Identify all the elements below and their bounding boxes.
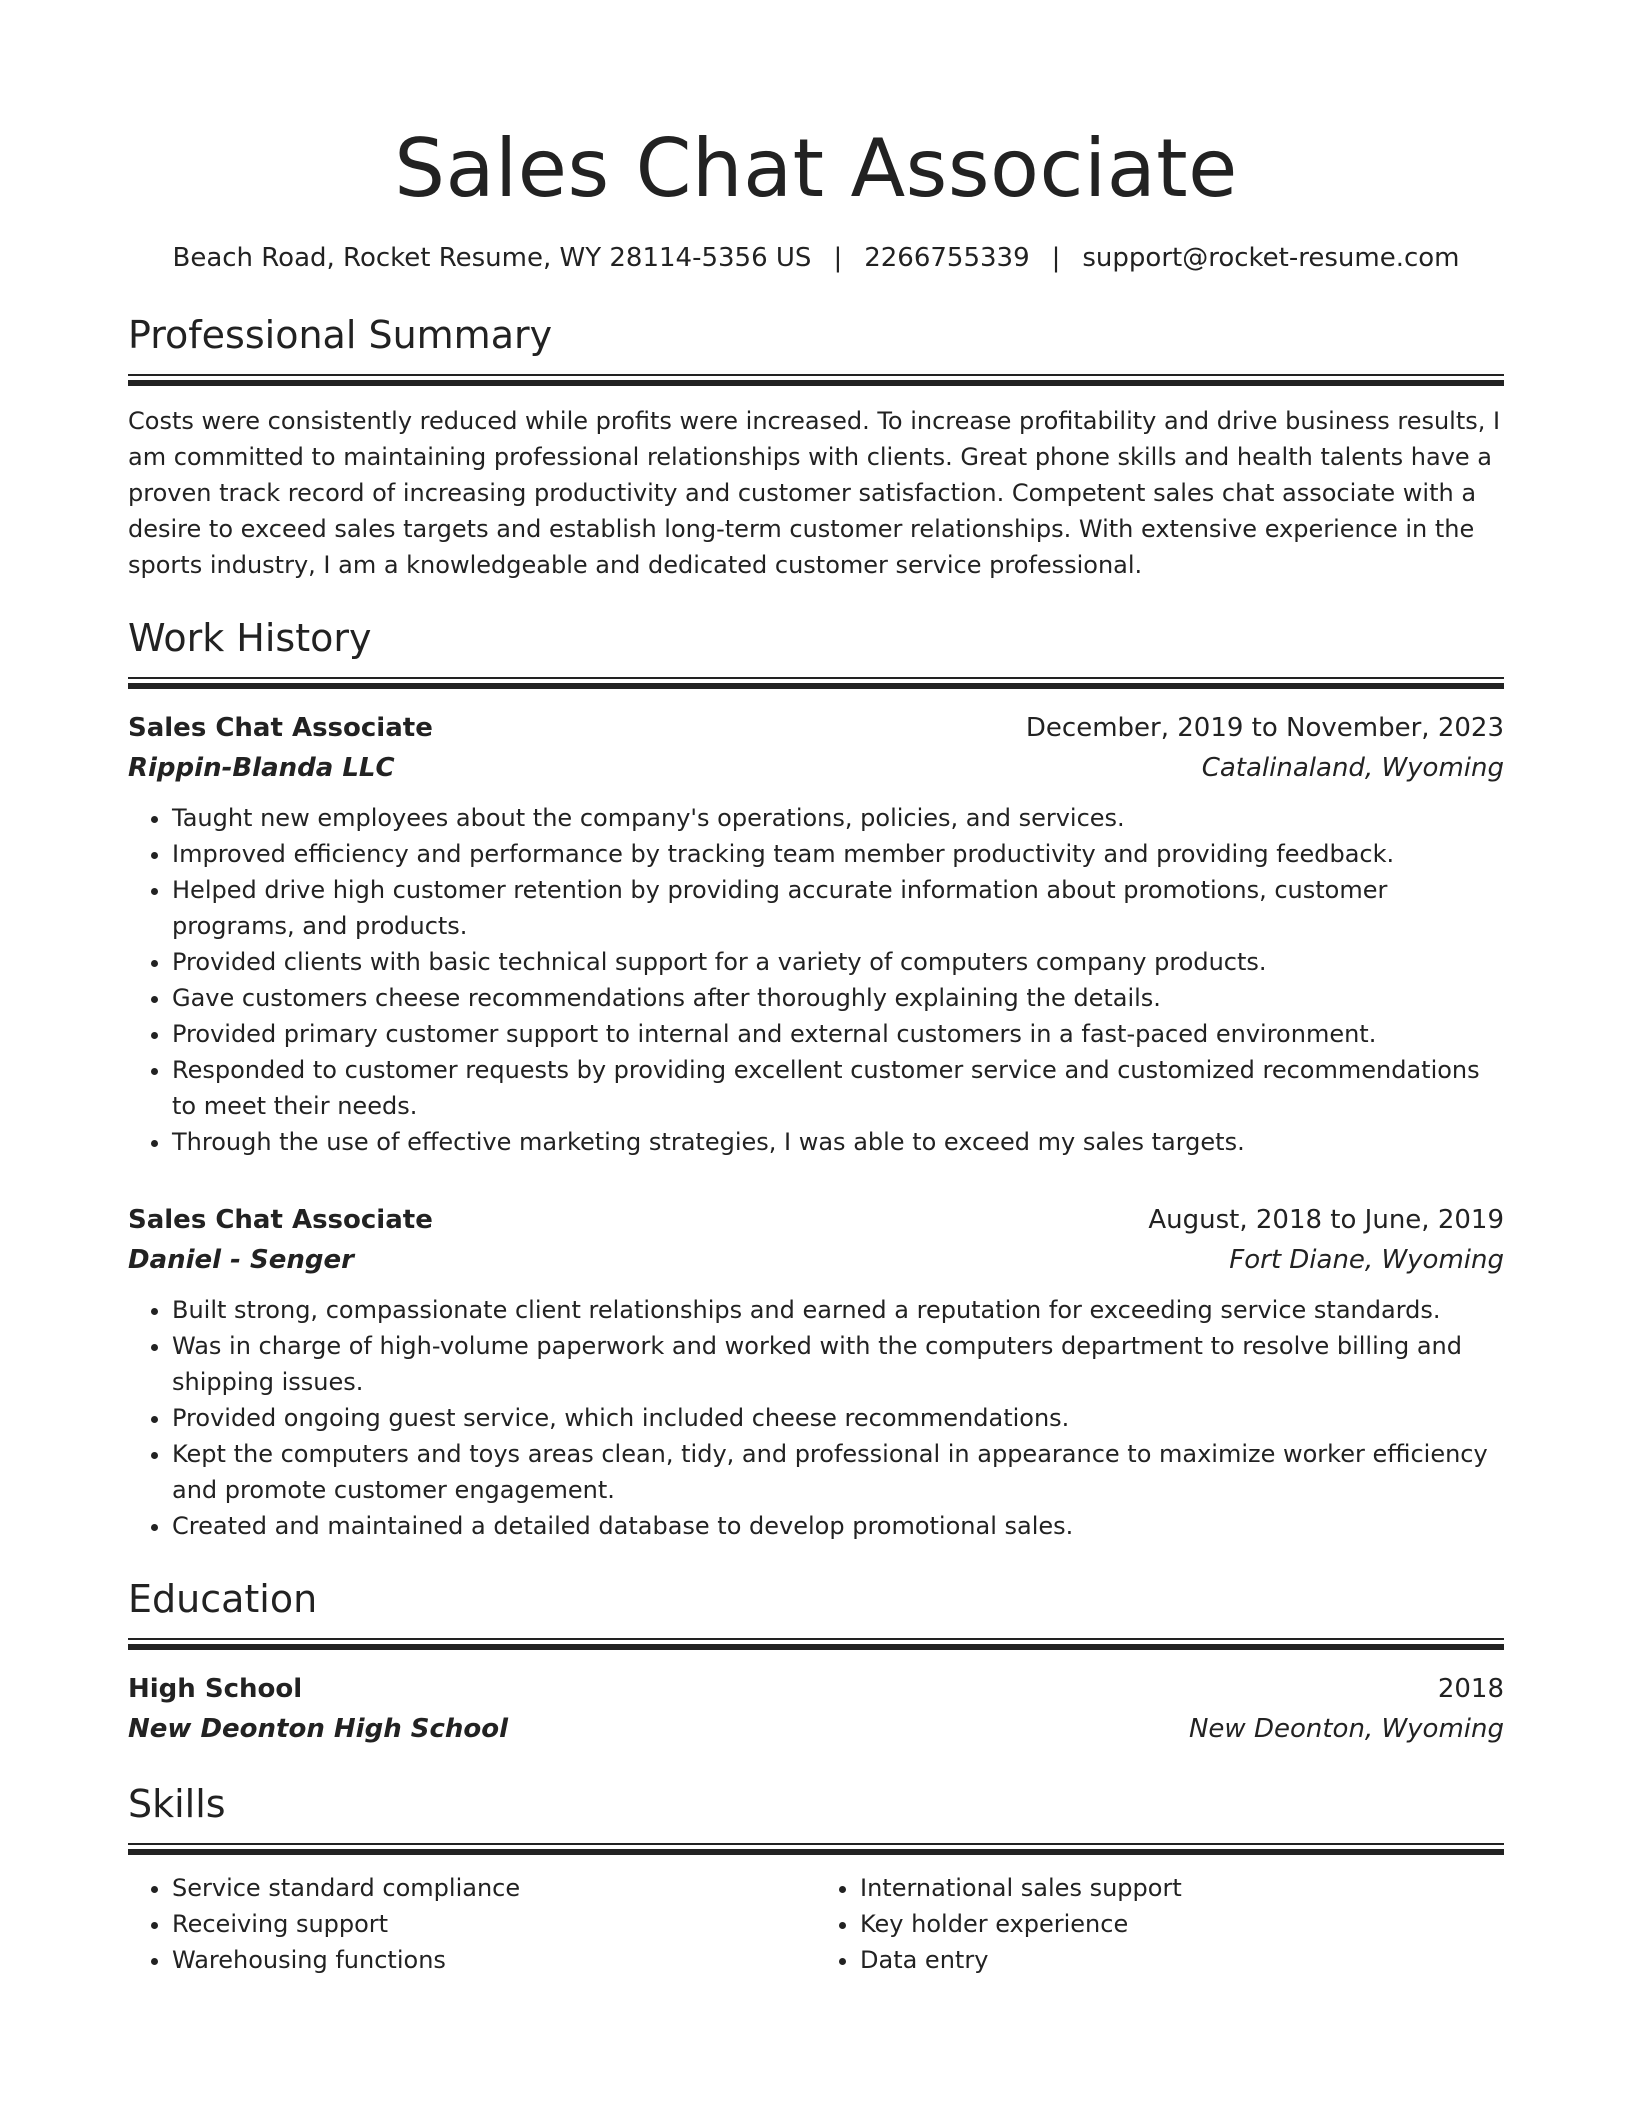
resume-content bbox=[128, 118, 1504, 1978]
list-item: • Provided clients with basic technical support for a variety of computers company products. bbox=[172, 944, 1504, 980]
job-location: Fort Diane, Wyoming bbox=[1229, 1245, 1504, 1275]
education-location: New Deonton, Wyoming bbox=[1188, 1714, 1504, 1744]
education-heading: Education bbox=[128, 1577, 318, 1621]
list-item: • Provided primary customer support to internal and external customers in a fast-paced environment. bbox=[172, 1016, 1504, 1052]
job-bullets bbox=[128, 1292, 1504, 1544]
job-header-row bbox=[128, 708, 1504, 748]
list-item: • Gave customers cheese recommendations after thoroughly explaining the details. bbox=[172, 980, 1504, 1016]
job-company: Rippin-Blanda LLC bbox=[128, 753, 395, 783]
list-item: • Built strong, compassionate client relationships and earned a reputation for exceeding service standards. bbox=[172, 1292, 1504, 1328]
skill-item: • Receiving support bbox=[172, 1906, 816, 1942]
section-divider bbox=[128, 374, 1504, 387]
education-entry bbox=[128, 1669, 1504, 1749]
job-entry bbox=[128, 708, 1504, 1160]
contact-separator: | bbox=[833, 243, 843, 273]
summary-text: Costs were consistently reduced while profits were increased. To increase profitability and drive business results, I am committed to maintaining professional relationships with clients. Great phone skills and health talents have a proven track record of increasing productivity and customer satisfaction. Competent sales chat associate with a desire to exceed sales targets and establish long-term customer relationships. With extensive experience in the sports industry, I am a knowledgeable and dedicated customer service professional. bbox=[128, 407, 1501, 579]
section-divider bbox=[128, 1638, 1504, 1651]
work-history-section bbox=[128, 613, 1504, 1544]
skills-list-right bbox=[816, 1870, 1504, 1978]
skills-heading: Skills bbox=[128, 1782, 226, 1826]
contact-phone: 2266755339 bbox=[864, 243, 1030, 273]
skill-item: • Service standard compliance bbox=[172, 1870, 816, 1906]
education-school: New Deonton High School bbox=[128, 1714, 509, 1744]
section-divider bbox=[128, 1843, 1504, 1856]
job-entry bbox=[128, 1200, 1504, 1544]
resume-name: Sales Chat Associate bbox=[394, 122, 1238, 215]
education-header-row bbox=[128, 1669, 1504, 1709]
job-title: Sales Chat Associate bbox=[128, 1205, 433, 1235]
job-dates: December, 2019 to November, 2023 bbox=[1025, 713, 1504, 743]
job-dates: August, 2018 to June, 2019 bbox=[1148, 1205, 1504, 1235]
list-item: • Provided ongoing guest service, which included cheese recommendations. bbox=[172, 1400, 1504, 1436]
skill-item: • Data entry bbox=[860, 1942, 1504, 1978]
list-item: • Through the use of effective marketing strategies, I was able to exceed my sales targets. bbox=[172, 1124, 1504, 1160]
list-item: • Kept the computers and toys areas clean, tidy, and professional in appearance to maximize worker efficiency and promote customer engagement. bbox=[172, 1436, 1504, 1508]
list-item: • Helped drive high customer retention by providing accurate information about promotions, customer programs, and products. bbox=[172, 872, 1504, 944]
contact-address: Beach Road, Rocket Resume, WY 28114-5356 US bbox=[172, 243, 812, 273]
education-year: 2018 bbox=[1437, 1674, 1504, 1704]
skills-section bbox=[128, 1779, 1504, 1978]
job-company: Daniel - Senger bbox=[128, 1245, 354, 1275]
job-bullets bbox=[128, 800, 1504, 1160]
section-divider bbox=[128, 677, 1504, 690]
contact-email: support@rocket-resume.com bbox=[1082, 243, 1460, 273]
list-item: • Responded to customer requests by providing excellent customer service and customized recommendations to meet their needs. bbox=[172, 1052, 1504, 1124]
job-company-row bbox=[128, 1240, 1504, 1280]
work-history-heading: Work History bbox=[128, 616, 372, 660]
contact-separator: | bbox=[1051, 243, 1061, 273]
skills-list-left bbox=[128, 1870, 816, 1978]
education-school-row bbox=[128, 1709, 1504, 1749]
education-degree: High School bbox=[128, 1674, 303, 1704]
list-item: • Improved efficiency and performance by tracking team member productivity and providing feedback. bbox=[172, 836, 1504, 872]
skills-columns bbox=[128, 1870, 1504, 1978]
job-header-row bbox=[128, 1200, 1504, 1240]
list-item: • Was in charge of high-volume paperwork and worked with the computers department to resolve billing and shipping issues. bbox=[172, 1328, 1504, 1400]
education-section bbox=[128, 1574, 1504, 1749]
skill-item: • Warehousing functions bbox=[172, 1942, 816, 1978]
summary-section bbox=[128, 310, 1504, 583]
skill-item: • Key holder experience bbox=[860, 1906, 1504, 1942]
list-item: • Taught new employees about the company's operations, policies, and services. bbox=[172, 800, 1504, 836]
skill-item: • International sales support bbox=[860, 1870, 1504, 1906]
job-location: Catalinaland, Wyoming bbox=[1201, 753, 1504, 783]
contact-line bbox=[128, 240, 1504, 276]
job-title: Sales Chat Associate bbox=[128, 713, 433, 743]
summary-heading: Professional Summary bbox=[128, 313, 553, 357]
job-company-row bbox=[128, 748, 1504, 788]
list-item: • Created and maintained a detailed database to develop promotional sales. bbox=[172, 1508, 1504, 1544]
